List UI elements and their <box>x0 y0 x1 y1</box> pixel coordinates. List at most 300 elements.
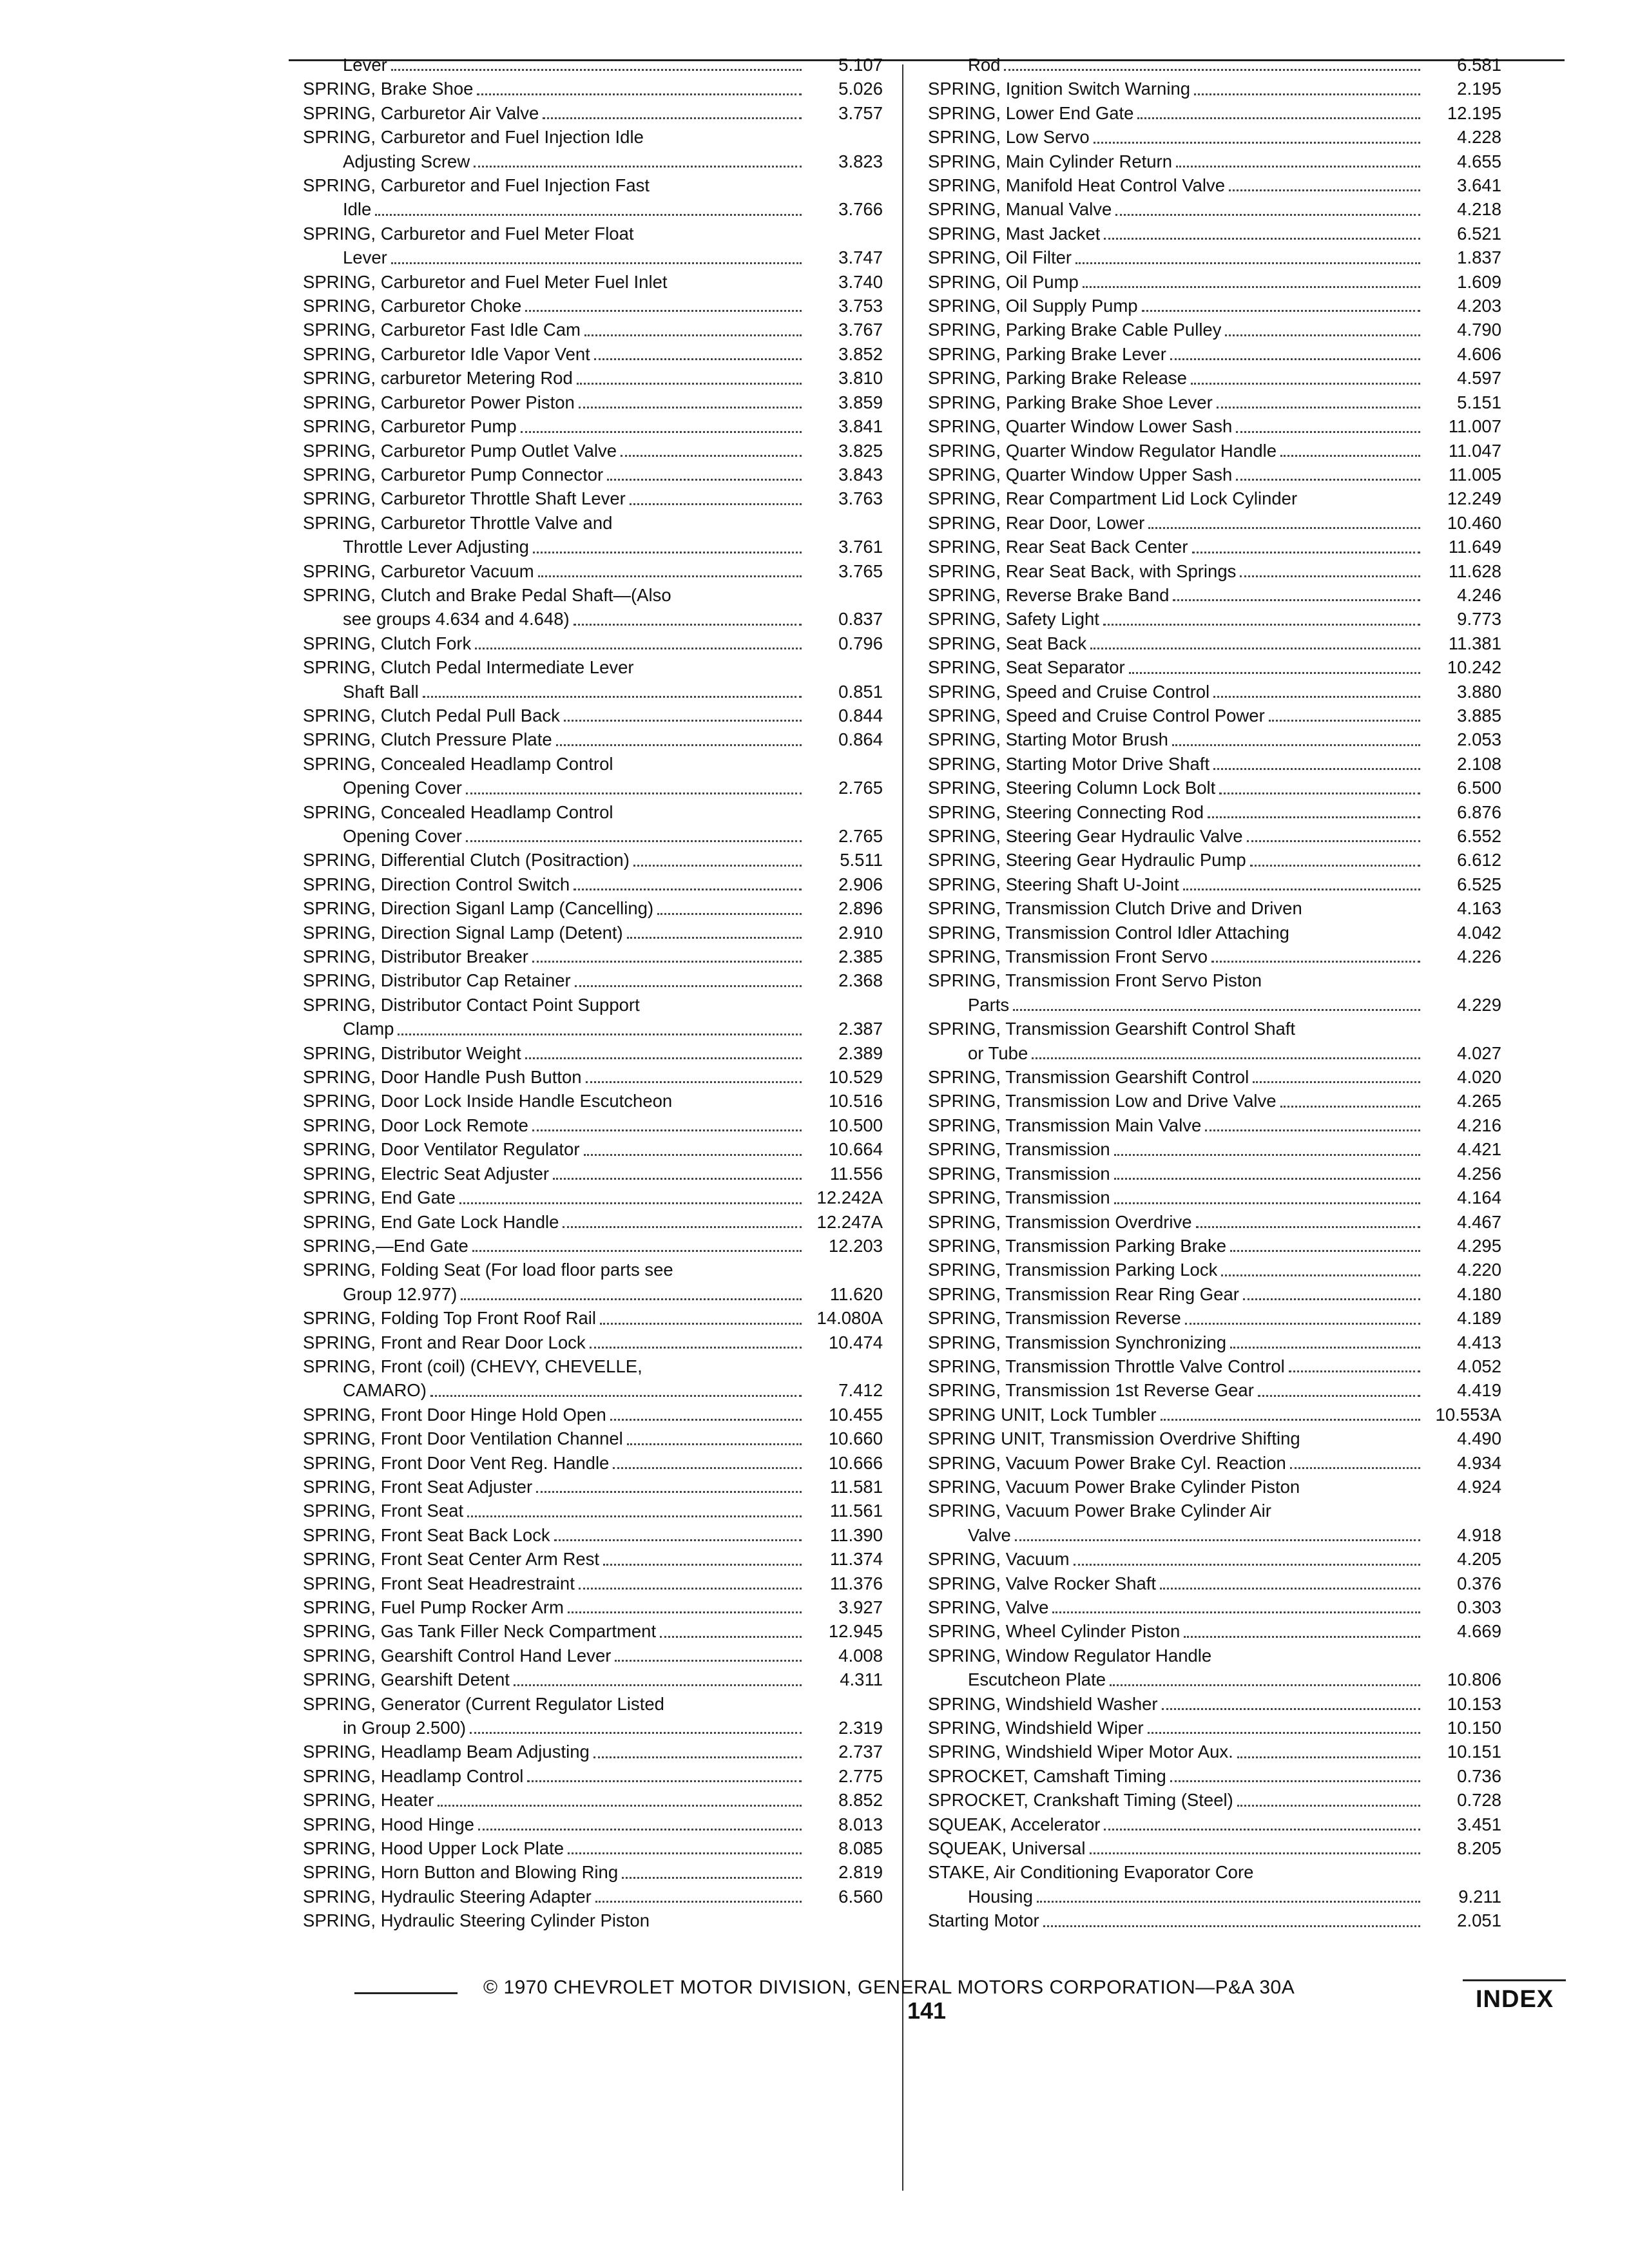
entry-name: SPRING, Transmission Parking Lock <box>928 1260 1218 1280</box>
entry-name: SPRING, Valve <box>928 1597 1049 1617</box>
entry-name: Group 12.977) <box>343 1283 458 1304</box>
dot-leader <box>1213 768 1420 770</box>
entry-group-number: 5.511 <box>840 850 883 870</box>
index-entry <box>303 559 883 583</box>
section-label: INDEX <box>1476 1986 1554 2013</box>
entry-name: SPRING, Transmission Reverse <box>928 1308 1181 1329</box>
dot-leader <box>1094 142 1420 144</box>
entry-name: Throttle Lever Adjusting <box>343 537 529 557</box>
index-entry <box>928 631 1501 655</box>
entry-group-number: 3.763 <box>838 488 883 509</box>
index-entry <box>928 776 1501 800</box>
index-entry <box>303 680 883 704</box>
index-entry <box>303 1836 883 1860</box>
dot-leader <box>461 1298 802 1300</box>
entry-group-number: 11.005 <box>1448 464 1501 485</box>
entry-group-number: 0.796 <box>838 633 883 653</box>
index-entry <box>303 535 883 559</box>
entry-name: SPRING, Main Cylinder Return <box>928 151 1173 171</box>
entry-group-number: 4.027 <box>1457 1043 1501 1063</box>
index-entry <box>303 101 883 125</box>
entry-group-number: 11.620 <box>829 1283 883 1304</box>
index-entry <box>928 1354 1501 1378</box>
entry-name: Valve <box>968 1524 1011 1545</box>
index-entry <box>928 1234 1501 1258</box>
index-entry <box>303 848 883 872</box>
index-entry <box>928 607 1501 631</box>
index-entry <box>303 222 883 245</box>
entry-name: SPRING, Direction Siganl Lamp (Cancelling) <box>303 898 654 919</box>
entry-group-number: 6.612 <box>1457 850 1501 870</box>
dot-leader <box>525 1057 802 1059</box>
index-entry <box>303 125 883 149</box>
entry-name: SPRING, Reverse Brake Band <box>928 584 1170 605</box>
entry-name: SPRING, Transmission Synchronizing <box>928 1332 1227 1352</box>
dot-leader <box>1004 69 1420 71</box>
dot-leader <box>1280 455 1420 457</box>
entry-group-number: 2.385 <box>838 947 883 967</box>
index-entry <box>303 872 883 896</box>
entry-name: SPRING, Steering Gear Hydraulic Pump <box>928 850 1246 870</box>
dot-leader <box>1104 1829 1420 1831</box>
entry-name: SPRING, Speed and Cruise Control Power <box>928 705 1265 726</box>
entry-name: Opening Cover <box>343 778 462 798</box>
entry-group-number: 6.521 <box>1457 223 1501 244</box>
entry-group-number: 2.765 <box>838 826 883 846</box>
entry-group-number: 3.852 <box>838 343 883 364</box>
entry-name: SPRING, Carburetor Choke <box>303 296 522 316</box>
entry-group-number: 3.825 <box>838 440 883 461</box>
entry-group-number: 4.597 <box>1457 368 1501 389</box>
dot-leader <box>568 1852 802 1854</box>
dot-leader <box>1114 1202 1420 1204</box>
entry-name: SPRING, Oil Supply Pump <box>928 296 1138 316</box>
index-entry <box>928 1812 1501 1836</box>
entry-group-number: 3.641 <box>1457 175 1501 196</box>
entry-name: SPRING, Door Lock Remote <box>303 1115 528 1135</box>
index-entry <box>303 752 883 776</box>
entry-name: SPRING, Distributor Cap Retainer <box>303 970 571 991</box>
column-divider <box>902 64 903 2191</box>
index-entry <box>303 727 883 751</box>
entry-name: SPRING, Hydraulic Steering Adapter <box>303 1886 592 1907</box>
dot-leader <box>1176 166 1420 168</box>
dot-leader <box>1237 1805 1420 1807</box>
footer-rule-right <box>1463 1979 1566 1981</box>
index-entry <box>303 53 883 77</box>
index-entry <box>303 1812 883 1836</box>
entry-group-number: 4.203 <box>1457 296 1501 316</box>
entry-group-number: 12.242A <box>816 1187 883 1208</box>
entry-name: SPRING, Front Door Vent Reg. Handle <box>303 1452 610 1473</box>
dot-leader <box>1115 214 1420 216</box>
entry-name: SPRING, Electric Seat Adjuster <box>303 1163 550 1184</box>
entry-name: SPRING, Transmission <box>928 1187 1110 1208</box>
index-entry <box>303 968 883 992</box>
entry-name: SPRING, Transmission Throttle Valve Control <box>928 1356 1285 1376</box>
dot-leader <box>633 865 802 867</box>
entry-name: SPRING, Transmission Main Valve <box>928 1115 1202 1135</box>
dot-leader <box>470 1732 802 1734</box>
entry-name: SPRING, Ignition Switch Warning <box>928 79 1191 99</box>
entry-name: SPRING,—End Gate <box>303 1235 468 1256</box>
entry-name: SPRING, Transmission Rear Ring Gear <box>928 1283 1239 1304</box>
entry-name: SPRING, Gearshift Control Hand Lever <box>303 1645 612 1666</box>
entry-name: SPRING, End Gate Lock Handle <box>303 1211 559 1232</box>
index-entry <box>928 342 1501 366</box>
entry-group-number: 4.606 <box>1457 343 1501 364</box>
entry-name: Starting Motor <box>928 1910 1039 1931</box>
entry-group-number: 1.837 <box>1457 247 1501 268</box>
entry-group-number: 11.376 <box>829 1573 883 1593</box>
index-entry <box>303 1885 883 1908</box>
entry-name: Clamp <box>343 1019 394 1039</box>
dot-leader <box>590 1347 802 1349</box>
index-entry <box>928 486 1501 510</box>
entry-name: SPRING, Clutch Pressure Plate <box>303 729 552 750</box>
index-entry <box>928 872 1501 896</box>
entry-name: SPRING, Carburetor Throttle Shaft Lever <box>303 488 626 509</box>
entry-group-number: 12.249 <box>1447 488 1501 509</box>
entry-name: SPRING, Gearshift Detent <box>303 1669 510 1690</box>
entry-group-number: 4.164 <box>1457 1187 1501 1208</box>
entry-name: SPRING, Door Ventilator Regulator <box>303 1139 580 1160</box>
entry-group-number: 0.844 <box>838 705 883 726</box>
entry-group-number: 2.819 <box>838 1862 883 1883</box>
dot-leader <box>574 889 802 890</box>
entry-name: SPRING, Vacuum Power Brake Cylinder Piston <box>928 1476 1300 1497</box>
entry-name: SPRING, Transmission <box>928 1163 1110 1184</box>
entry-name: SPRING, Seat Back <box>928 633 1087 653</box>
entry-group-number: 3.823 <box>838 151 883 171</box>
index-entry <box>928 1740 1501 1763</box>
index-entry <box>303 390 883 414</box>
entry-group-number: 4.256 <box>1457 1163 1501 1184</box>
dot-leader <box>1074 1564 1420 1566</box>
dot-leader <box>391 262 802 264</box>
dot-leader <box>1185 1323 1420 1325</box>
dot-leader <box>1032 1057 1420 1059</box>
dot-leader <box>627 937 802 939</box>
entry-group-number: 11.390 <box>829 1524 883 1545</box>
index-entry <box>303 1162 883 1186</box>
index-entry <box>928 1017 1501 1041</box>
entry-name: SPRING, Clutch Pedal Pull Back <box>303 705 560 726</box>
dot-leader <box>1162 1708 1420 1710</box>
entry-group-number: 4.226 <box>1457 947 1501 967</box>
index-entry <box>303 197 883 221</box>
dot-leader <box>607 479 802 481</box>
dot-leader <box>478 1829 802 1831</box>
entry-name: SPRING UNIT, Transmission Overdrive Shifting <box>928 1428 1300 1449</box>
entry-name: SPRING, Valve Rocker Shaft <box>928 1573 1157 1593</box>
entry-name: SPRING, Clutch and Brake Pedal Shaft—(Also <box>303 584 671 605</box>
entry-name: SPRING, Carburetor and Fuel Injection Fast <box>303 175 650 196</box>
index-entry <box>928 1499 1501 1523</box>
entry-group-number: 10.660 <box>828 1428 883 1449</box>
index-entry <box>928 1692 1501 1716</box>
index-entry <box>303 1089 883 1113</box>
entry-group-number: 11.381 <box>1448 633 1501 653</box>
entry-group-number: 8.013 <box>838 1814 883 1834</box>
index-entry <box>928 1764 1501 1788</box>
entry-group-number: 0.837 <box>838 609 883 629</box>
index-entry <box>303 1186 883 1209</box>
dot-leader <box>1090 1852 1420 1854</box>
index-entry <box>928 824 1501 848</box>
index-entry <box>928 1089 1501 1113</box>
entry-name: SPRING, Folding Seat (For load floor parts see <box>303 1260 673 1280</box>
entry-group-number: 2.765 <box>838 778 883 798</box>
index-entry <box>928 1836 1501 1860</box>
index-entry <box>928 53 1501 77</box>
entry-name: SPRING, Rear Seat Back Center <box>928 537 1188 557</box>
index-entry <box>303 318 883 341</box>
index-entry <box>303 245 883 269</box>
dot-leader <box>1243 1298 1420 1300</box>
entry-group-number: 3.747 <box>838 247 883 268</box>
entry-group-number: 7.412 <box>838 1380 883 1401</box>
entry-group-number: 9.211 <box>1458 1886 1501 1907</box>
entry-name: SPRING, End Gate <box>303 1187 456 1208</box>
copyright-line: © 1970 CHEVROLET MOTOR DIVISION, GENERAL MOTORS CORPORATION—P&A 30A <box>483 1977 1295 1998</box>
index-entry <box>303 1210 883 1234</box>
dot-leader <box>1250 865 1420 867</box>
index-entry <box>303 655 883 679</box>
dot-leader <box>613 1467 802 1469</box>
dot-leader <box>472 1250 802 1252</box>
entry-name: STAKE, Air Conditioning Evaporator Core <box>928 1862 1254 1883</box>
entry-name: SPRING, Transmission Front Servo <box>928 947 1208 967</box>
entry-group-number: 4.189 <box>1457 1308 1501 1329</box>
entry-group-number: 11.374 <box>829 1549 883 1570</box>
dot-leader <box>1280 1106 1420 1108</box>
entry-name: SPRING, Front Seat Back Lock <box>303 1524 550 1545</box>
dot-leader <box>1237 1756 1420 1758</box>
entry-group-number: 4.180 <box>1457 1283 1501 1304</box>
entry-name: or Tube <box>968 1043 1028 1063</box>
dot-leader <box>1114 1178 1420 1180</box>
entry-group-number: 12.203 <box>828 1235 883 1256</box>
index-entry <box>303 511 883 535</box>
entry-group-number: 4.490 <box>1457 1428 1501 1449</box>
dot-leader <box>1253 1081 1420 1083</box>
entry-group-number: 10.153 <box>1447 1693 1501 1714</box>
index-entry <box>303 1403 883 1427</box>
entry-group-number: 4.421 <box>1457 1139 1501 1160</box>
entry-group-number: 4.419 <box>1457 1380 1501 1401</box>
entry-group-number: 4.229 <box>1457 994 1501 1015</box>
index-entry <box>928 848 1501 872</box>
index-entry <box>303 1788 883 1812</box>
entry-group-number: 4.295 <box>1457 1235 1501 1256</box>
index-entry <box>928 1258 1501 1282</box>
entry-name: SPRING, Clutch Fork <box>303 633 472 653</box>
entry-name: SPRING, Transmission Front Servo Piston <box>928 970 1262 991</box>
entry-name: SPRING, Carburetor Power Piston <box>303 392 575 412</box>
entry-name: SPRING, Low Servo <box>928 127 1090 148</box>
index-entry <box>303 1113 883 1137</box>
entry-group-number: 8.085 <box>838 1838 883 1859</box>
dot-leader <box>575 985 802 987</box>
dot-leader <box>622 1877 802 1879</box>
dot-leader <box>1221 1274 1420 1276</box>
entry-group-number: 4.205 <box>1457 1549 1501 1570</box>
entry-name: SPRING, Oil Pump <box>928 271 1079 292</box>
index-entry <box>928 655 1501 679</box>
entry-group-number: 3.767 <box>838 320 883 340</box>
entry-name: SPRING, Transmission Gearshift Control Shaft <box>928 1019 1296 1039</box>
entry-group-number: 3.880 <box>1457 681 1501 702</box>
entry-name: SPRING, Concealed Headlamp Control <box>303 753 613 774</box>
index-entry <box>928 704 1501 727</box>
dot-leader <box>1230 1250 1420 1252</box>
dot-leader <box>1240 575 1420 577</box>
index-entry <box>303 1258 883 1282</box>
dot-leader <box>1013 1009 1420 1011</box>
entry-name: SPRING, Front and Rear Door Lock <box>303 1332 586 1352</box>
entry-name: SPRING, Direction Signal Lamp (Detent) <box>303 922 623 943</box>
entry-name: SPRING, Quarter Window Upper Sash <box>928 464 1233 485</box>
entry-group-number: 3.927 <box>838 1597 883 1617</box>
entry-name: SPRING, Parking Brake Release <box>928 368 1187 389</box>
dot-leader <box>1148 1732 1420 1734</box>
entry-group-number: 4.246 <box>1457 584 1501 605</box>
entry-name: SPRING, Fuel Pump Rocker Arm <box>303 1597 564 1617</box>
entry-group-number: 2.108 <box>1457 753 1501 774</box>
dot-leader <box>474 166 802 168</box>
dot-leader <box>514 1684 802 1686</box>
dot-leader <box>568 1611 802 1613</box>
entry-group-number: 3.885 <box>1457 705 1501 726</box>
entry-name: SPRING, Parking Brake Lever <box>928 343 1166 364</box>
dot-leader <box>1213 696 1420 698</box>
dot-leader <box>1052 1611 1420 1613</box>
dot-leader <box>1104 238 1420 240</box>
dot-leader <box>621 455 802 457</box>
dot-leader <box>1037 1901 1420 1903</box>
entry-name: SPRING, Parking Brake Cable Pulley <box>928 320 1222 340</box>
entry-group-number: 2.195 <box>1457 79 1501 99</box>
index-entry <box>303 342 883 366</box>
index-entry <box>928 1065 1501 1089</box>
entry-group-number: 12.195 <box>1447 102 1501 123</box>
index-entry <box>303 1547 883 1571</box>
entry-group-number: 9.773 <box>1457 609 1501 629</box>
index-entry <box>928 945 1501 968</box>
entry-group-number: 3.761 <box>838 537 883 557</box>
dot-leader <box>477 93 802 95</box>
index-entry <box>928 149 1501 173</box>
dot-leader <box>1225 334 1420 336</box>
entry-name: SPRING, Window Regulator Handle <box>928 1645 1212 1666</box>
dot-leader <box>1170 358 1420 360</box>
entry-group-number: 2.896 <box>838 898 883 919</box>
entry-name: SPRING, Heater <box>303 1790 434 1811</box>
entry-group-number: 2.906 <box>838 874 883 894</box>
dot-leader <box>475 648 802 649</box>
entry-name: SPRING, Mast Jacket <box>928 223 1101 244</box>
entry-group-number: 6.560 <box>838 1886 883 1907</box>
entry-name: SPRING, Distributor Weight <box>303 1043 521 1063</box>
index-entry <box>928 77 1501 101</box>
entry-group-number: 10.500 <box>828 1115 883 1135</box>
index-entry <box>303 1595 883 1619</box>
dot-leader <box>1148 527 1420 529</box>
index-entry <box>928 993 1501 1017</box>
entry-name: SPRING UNIT, Lock Tumbler <box>928 1404 1157 1425</box>
entry-group-number: 3.766 <box>838 199 883 220</box>
dot-leader <box>466 793 802 794</box>
entry-group-number: 2.389 <box>838 1043 883 1063</box>
dot-leader <box>1247 840 1420 842</box>
entry-group-number: 6.581 <box>1457 55 1501 75</box>
index-entry <box>928 1306 1501 1330</box>
index-entry <box>928 1667 1501 1691</box>
index-entry <box>928 968 1501 992</box>
index-entry <box>928 1523 1501 1547</box>
entry-group-number: 3.740 <box>838 271 883 292</box>
entry-name: SQUEAK, Universal <box>928 1838 1086 1859</box>
dot-leader <box>375 214 802 216</box>
index-entry <box>303 1475 883 1499</box>
index-entry <box>928 511 1501 535</box>
entry-group-number: 4.311 <box>840 1669 883 1690</box>
entry-group-number: 3.757 <box>838 102 883 123</box>
dot-leader <box>1205 1129 1420 1131</box>
entry-group-number: 6.500 <box>1457 778 1501 798</box>
index-entry <box>928 1282 1501 1306</box>
index-entry <box>303 1667 883 1691</box>
entry-name: SPRING, Hood Upper Lock Plate <box>303 1838 564 1859</box>
entry-name: SPRING, Quarter Window Regulator Handle <box>928 440 1277 461</box>
entry-name: SPRING, Vacuum Power Brake Cyl. Reaction <box>928 1452 1286 1473</box>
index-entry <box>928 1619 1501 1643</box>
dot-leader <box>627 1443 802 1445</box>
entry-group-number: 4.918 <box>1457 1524 1501 1545</box>
dot-leader <box>536 1491 802 1493</box>
entry-name: SPRING, Headlamp Control <box>303 1765 524 1786</box>
entry-group-number: 14.080A <box>816 1308 883 1329</box>
entry-group-number: 0.736 <box>1457 1765 1501 1786</box>
index-entry <box>928 125 1501 149</box>
entry-name: SPRING, Brake Shoe <box>303 79 474 99</box>
dot-leader <box>1170 1780 1420 1782</box>
entry-name: SPRING, Clutch Pedal Intermediate Lever <box>303 657 634 678</box>
dot-leader <box>532 1129 802 1131</box>
entry-name: Idle <box>343 199 372 220</box>
entry-group-number: 4.467 <box>1457 1211 1501 1232</box>
dot-leader <box>1142 310 1420 312</box>
index-entry <box>303 1427 883 1450</box>
index-entry <box>303 1306 883 1330</box>
dot-leader <box>533 552 802 553</box>
dot-leader <box>525 310 802 312</box>
entry-name: SPRING, Windshield Wiper Motor Aux. <box>928 1742 1233 1762</box>
dot-leader <box>1219 793 1420 794</box>
dot-leader <box>1015 1539 1420 1541</box>
entry-name: see groups 4.634 and 4.648) <box>343 609 570 629</box>
dot-leader <box>1289 1370 1420 1372</box>
dot-leader <box>586 1081 802 1083</box>
index-entry <box>928 1331 1501 1354</box>
entry-name: SPRING, Steering Shaft U-Joint <box>928 874 1179 894</box>
dot-leader <box>1191 383 1420 385</box>
dot-leader <box>610 1419 802 1421</box>
dot-leader <box>660 1636 802 1638</box>
dot-leader <box>1269 720 1420 722</box>
dot-leader <box>1229 189 1420 191</box>
